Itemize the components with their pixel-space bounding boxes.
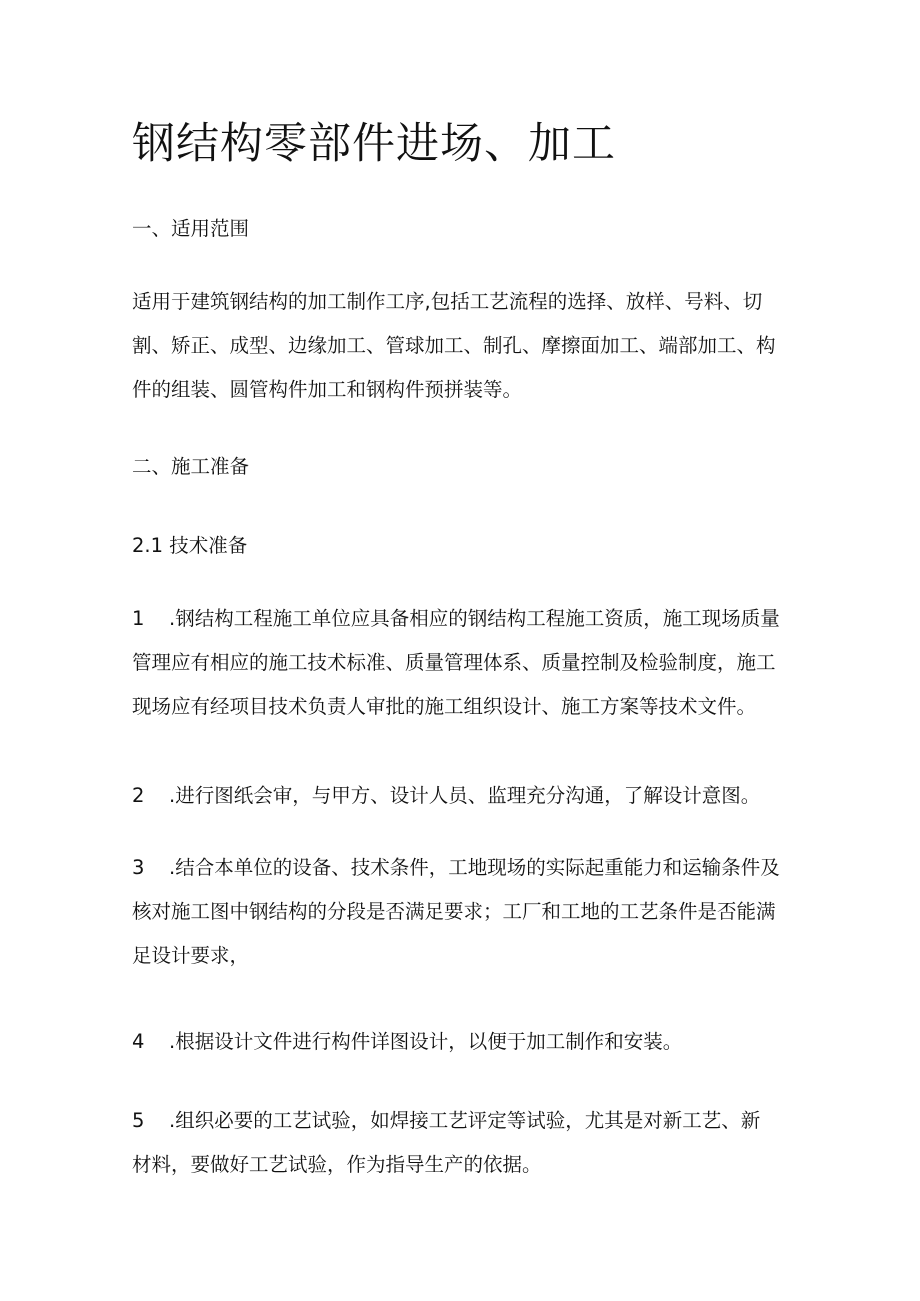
list-item-line: 材料，要做好工艺试验，作为指导生产的依据。 bbox=[132, 1153, 542, 1176]
list-item-line: 1 .钢结构工程施工单位应具备相应的钢结构工程施工资质，施工现场质量 bbox=[132, 597, 796, 641]
scope-paragraph bbox=[132, 280, 796, 412]
list-item bbox=[132, 846, 796, 978]
list-item-number: 5 bbox=[132, 1109, 145, 1132]
list-item-line: 管理应有相应的施工技术标准、质量管理体系、质量控制及检验制度，施工 bbox=[132, 651, 776, 674]
list-item-number: 4 bbox=[132, 1030, 145, 1053]
list-item-number: 3 bbox=[132, 856, 145, 879]
scope-line: 割、矫正、成型、边缘加工、管球加工、制孔、摩擦面加工、端部加工、构 bbox=[132, 334, 776, 357]
list-item-number: 1 bbox=[132, 607, 145, 630]
list-item bbox=[132, 1020, 796, 1064]
list-item bbox=[132, 597, 796, 729]
page-title: 钢结构零部件进场、加工 bbox=[132, 119, 616, 169]
list-item bbox=[132, 774, 796, 818]
subsection-heading-tech: 2.1 技术准备 bbox=[132, 534, 248, 557]
scope-line: 适用于建筑钢结构的加工制作工序,包括工艺流程的选择、放样、号料、切 bbox=[132, 290, 763, 313]
section-heading-scope: 一、适用范围 bbox=[132, 217, 250, 240]
scope-line: 件的组装、圆管构件加工和钢构件预拼装等。 bbox=[132, 378, 523, 401]
list-item-line: 4 .根据设计文件进行构件详图设计，以便于加工制作和安装。 bbox=[132, 1020, 796, 1064]
list-item bbox=[132, 1099, 796, 1187]
list-item-line: 现场应有经项目技术负责人审批的施工组织设计、施工方案等技术文件。 bbox=[132, 695, 757, 718]
list-item-number: 2 bbox=[132, 784, 145, 807]
list-item-line: 2 .进行图纸会审，与甲方、设计人员、监理充分沟通，了解设计意图。 bbox=[132, 774, 796, 818]
list-item-line: 3 .结合本单位的设备、技术条件，工地现场的实际起重能力和运输条件及 bbox=[132, 846, 796, 890]
list-item-line: 足设计要求， bbox=[132, 944, 250, 967]
list-item-line: 核对施工图中钢结构的分段是否满足要求；工厂和工地的工艺条件是否能满 bbox=[132, 900, 776, 923]
list-item-line: 5 .组织必要的工艺试验，如焊接工艺评定等试验，尤其是对新工艺、新 bbox=[132, 1099, 796, 1143]
section-heading-prep: 二、施工准备 bbox=[132, 455, 250, 478]
